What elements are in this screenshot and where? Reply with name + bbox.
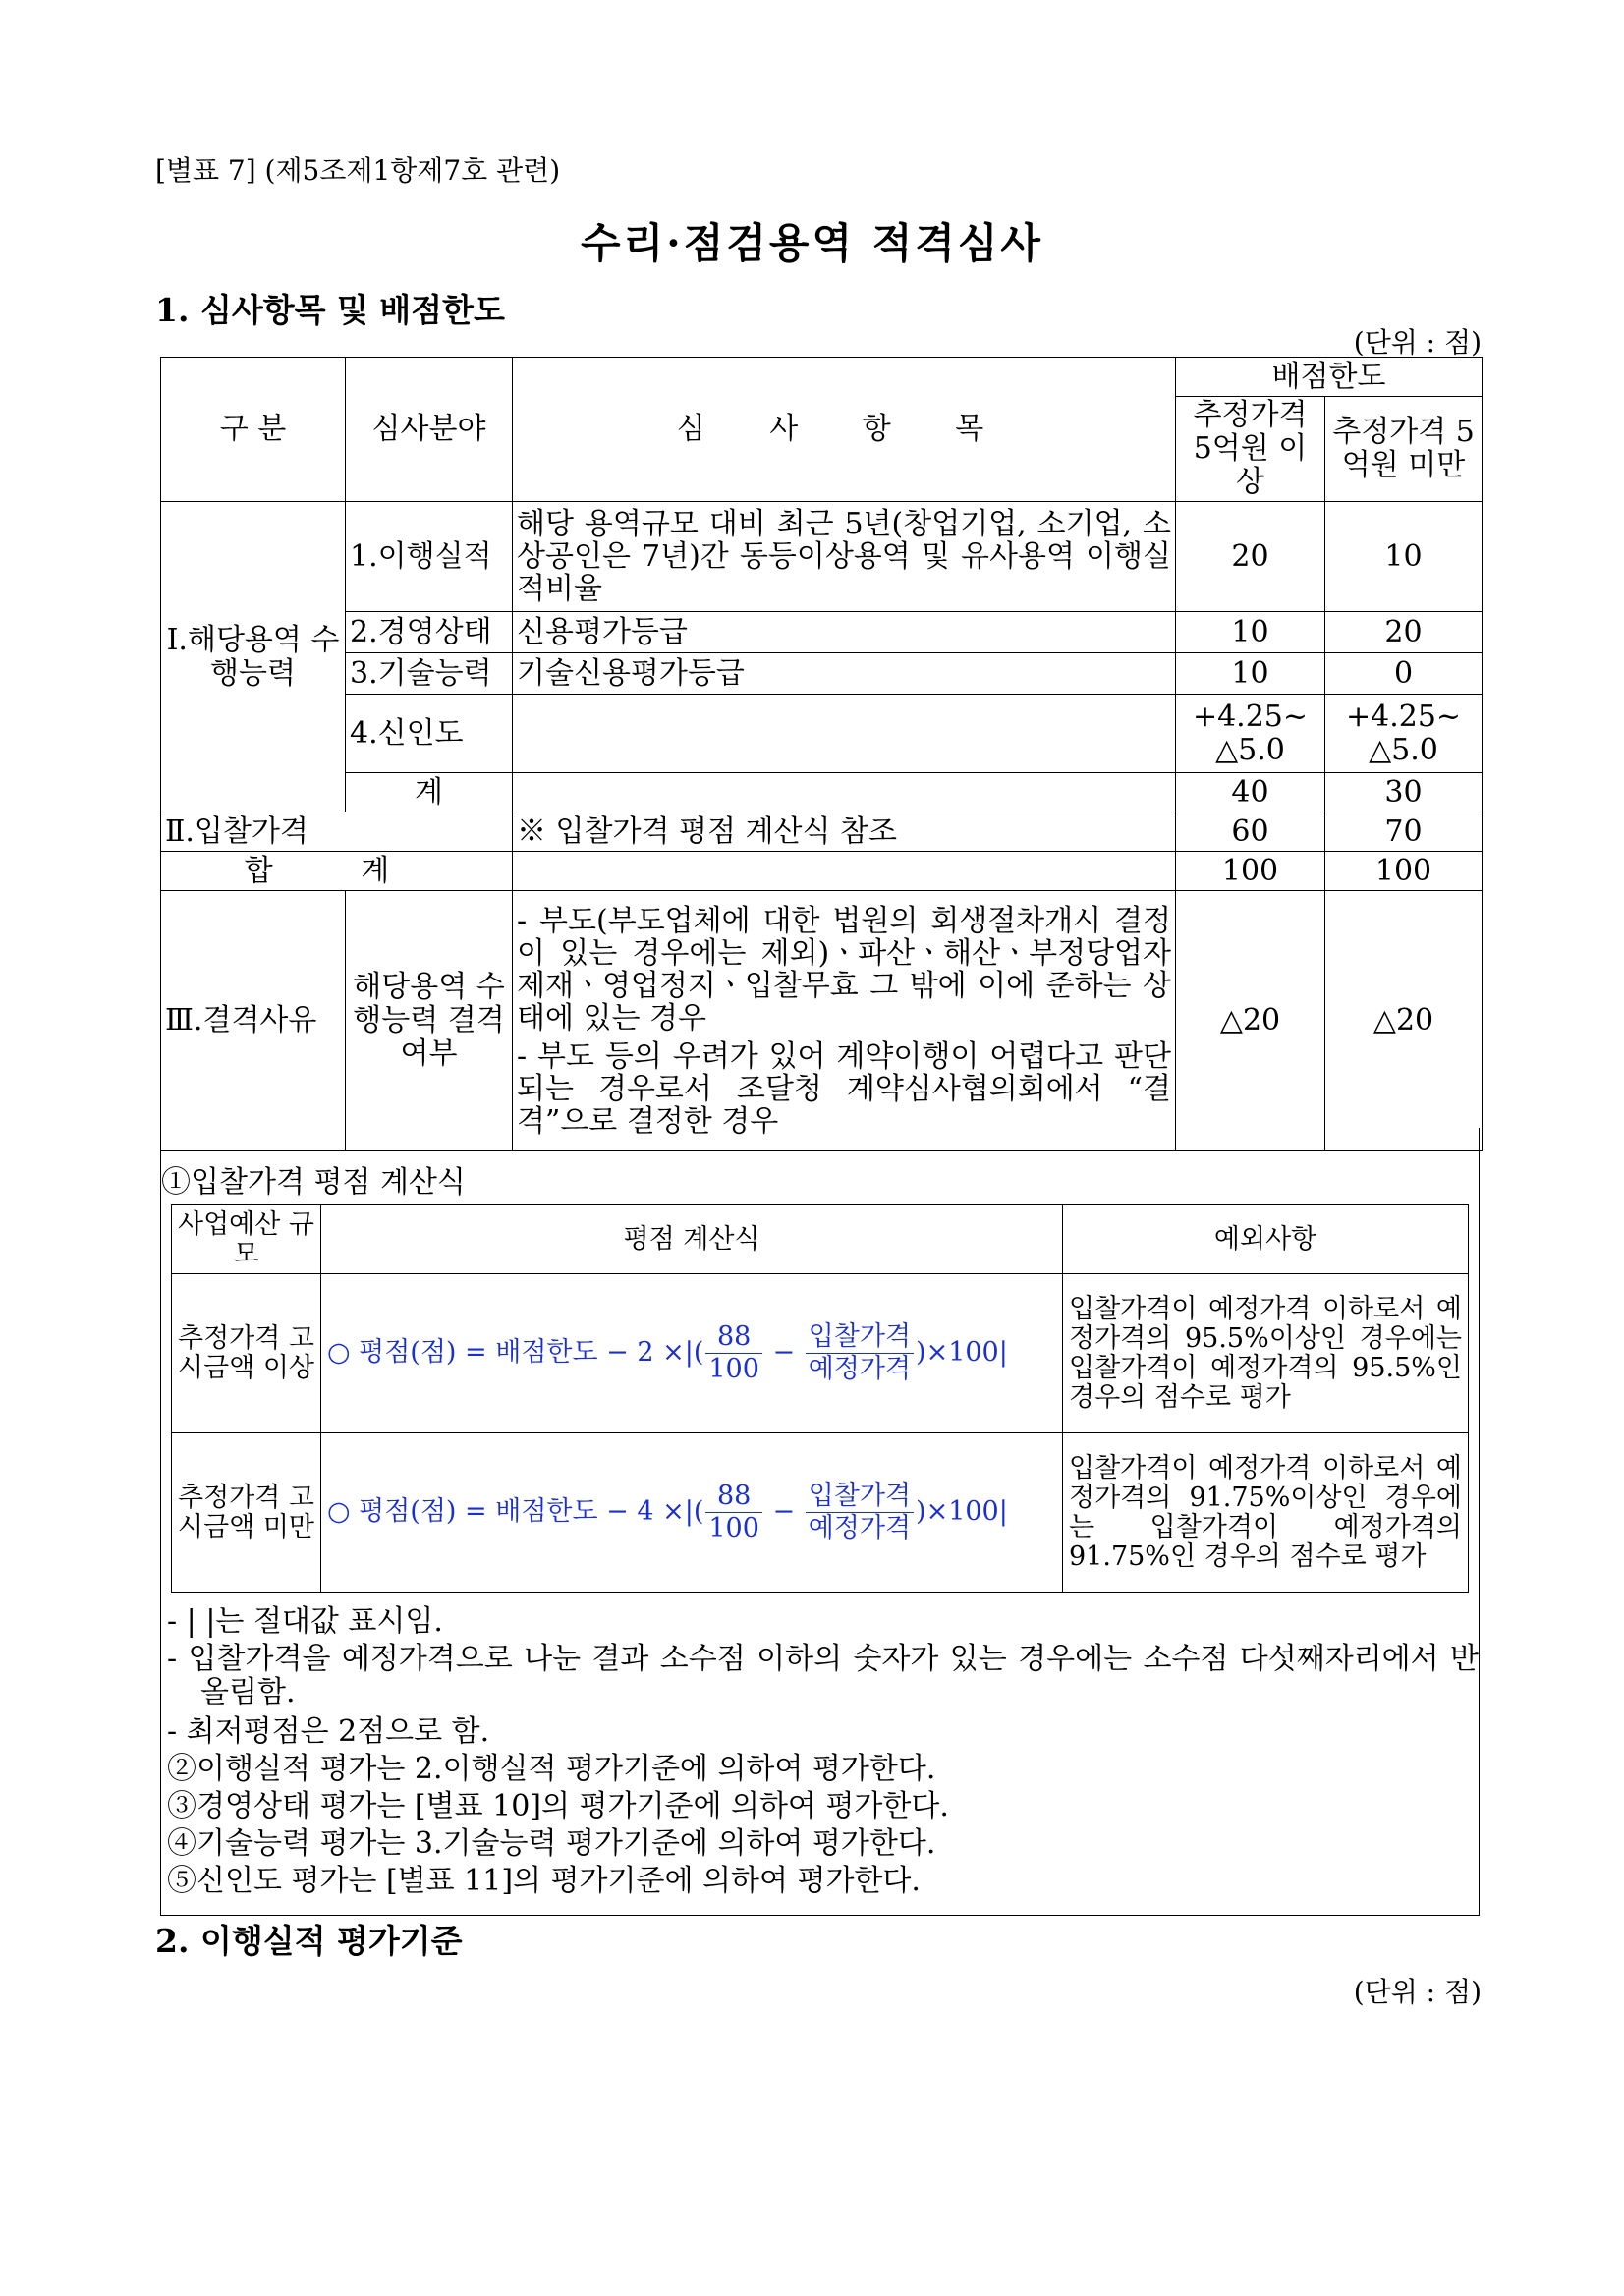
disqualification-under: △20 (1325, 891, 1483, 1151)
annex-reference: [별표 7] (제5조제1항제7호 관련) (155, 154, 561, 187)
field-management: 2.경영상태 (346, 612, 513, 653)
fraction-ratio: $\frac{88}{100}$ (705, 1321, 762, 1385)
unit-label-2: (단위 : 점) (1353, 1976, 1482, 2008)
note-credibility: ⑤신인도 평가는 [별표 11]의 평가기준에 의하여 평가한다. (167, 1864, 921, 1898)
disqualification-label: Ⅲ.결격사유 (161, 891, 346, 1151)
formula-header-exception: 예외사항 (1063, 1205, 1469, 1274)
subtotal-under: 30 (1325, 773, 1483, 812)
header-item: 심 사 항 목 (513, 358, 1176, 502)
header-category: 구 분 (161, 358, 346, 502)
scoring-table (160, 357, 1483, 1151)
subtotal-label: 계 (346, 773, 513, 812)
item-credibility (513, 695, 1176, 773)
score-credibility-under: +4.25~ △5.0 (1325, 695, 1483, 773)
formula-section-title: ①입찰가격 평점 계산식 (161, 1165, 466, 1200)
fraction-price: $\frac{\text{입찰가격}}{\text{예정가격}}$ (806, 1321, 914, 1385)
item-performance: 해당 용역규모 대비 최근 5년(창업기업, 소기업, 소상공인은 7년)간 동등이상용역 및 유사용역 이행실적비율 (513, 502, 1176, 612)
formula-table (171, 1204, 1469, 1593)
note-technical: ④기술능력 평가는 3.기술능력 평가기준에 의하여 평가한다. (167, 1826, 936, 1861)
unit-label: (단위 : 점) (1353, 326, 1482, 359)
disqualification-item-2: - 부도 등의 우려가 있어 계약이행이 어렵다고 판단되는 경우로서 조달청 계약심사협의회에서 “결격”으로 결정한 경우 (517, 1038, 1171, 1139)
score-performance-under: 10 (1325, 502, 1483, 612)
total-over: 100 (1176, 852, 1325, 891)
formula-row-2: ○ 평점(점) = 배점한도 − 4 ×|( $\frac{88}{100}$ − $\frac{\text{입찰가격}}{\text{예정가격}}$ )×100| (321, 1433, 1063, 1593)
formula-row-2-scale: 추정가격 고시금액 미만 (172, 1433, 321, 1593)
price-over: 60 (1176, 812, 1325, 852)
group-1-label: Ⅰ.해당용역 수행능력 (161, 502, 346, 812)
note-performance: ②이행실적 평가는 2.이행실적 평가기준에 의하여 평가한다. (167, 1752, 936, 1786)
header-field: 심사분야 (346, 358, 513, 502)
note-rounding: - 입찰가격을 예정가격으로 나눈 결과 소수점 이하의 숫자가 있는 경우에는 소수점 다섯째자리에서 반올림함. (167, 1642, 1479, 1709)
fraction-ratio: $\frac{88}{100}$ (705, 1481, 762, 1544)
formula-header-scale: 사업예산 규모 (172, 1205, 321, 1274)
section-2-title: 2. 이행실적 평가기준 (155, 1922, 463, 1960)
note-management: ③경영상태 평가는 [별표 10]의 평가기준에 의하여 평가한다. (167, 1789, 949, 1823)
score-management-over: 10 (1176, 612, 1325, 653)
price-under: 70 (1325, 812, 1483, 852)
note-abs-value: - | |는 절대값 표시임. (167, 1604, 443, 1639)
field-credibility: 4.신인도 (346, 695, 513, 773)
score-credibility-over: +4.25~ △5.0 (1176, 695, 1325, 773)
disqualification-over: △20 (1176, 891, 1325, 1151)
subtotal-over: 40 (1176, 773, 1325, 812)
formula-row-1: ○ 평점(점) = 배점한도 − 2 ×|( $\frac{88}{100}$ − $\frac{\text{입찰가격}}{\text{예정가격}}$ )×100| (321, 1274, 1063, 1433)
section-1-title: 1. 심사항목 및 배점한도 (155, 291, 505, 329)
score-management-under: 20 (1325, 612, 1483, 653)
field-technical: 3.기술능력 (346, 653, 513, 695)
note-min-score: - 최저평점은 2점으로 함. (167, 1714, 490, 1749)
score-performance-over: 20 (1176, 502, 1325, 612)
item-management: 신용평가등급 (513, 612, 1176, 653)
formula-header-formula: 평점 계산식 (321, 1205, 1063, 1274)
disqualification-item-1: - 부도(부도업체에 대한 법원의 회생절차개시 결정이 있는 경우에는 제외)ㆍ파산ㆍ해산ㆍ부정당업자 제재ㆍ영업정지ㆍ입찰무효 그 밖에 이에 준하는 상태에 있는 경우 (517, 903, 1171, 1036)
formula-row-1-exception: 입찰가격이 예정가격 이하로서 예정가격의 95.5%이상인 경우에는 입찰가격이 예정가격의 95.5%인 경우의 점수로 평가 (1063, 1274, 1469, 1433)
item-technical: 기술신용평가등급 (513, 653, 1176, 695)
field-performance: 1.이행실적 (346, 502, 513, 612)
total-under: 100 (1325, 852, 1483, 891)
header-over-500m: 추정가격 5억원 이상 (1176, 397, 1325, 502)
header-under-500m: 추정가격 5억원 미만 (1325, 397, 1483, 502)
price-item: ※ 입찰가격 평점 계산식 참조 (513, 812, 1176, 852)
formula-row-2-exception: 입찰가격이 예정가격 이하로서 예정가격의 91.75%이상인 경우에는 입찰가격이 예정가격의 91.75%인 경우의 점수로 평가 (1063, 1433, 1469, 1593)
document-title: 수리·점검용역 적격심사 (581, 219, 1043, 267)
fraction-price: $\frac{\text{입찰가격}}{\text{예정가격}}$ (806, 1481, 914, 1544)
header-score-limit: 배점한도 (1176, 358, 1483, 397)
disqualification-field: 해당용역 수행능력 결격여부 (346, 891, 513, 1151)
score-technical-under: 0 (1325, 653, 1483, 695)
total-label: 합 계 (161, 852, 513, 891)
formula-row-1-scale: 추정가격 고시금액 이상 (172, 1274, 321, 1433)
price-label: Ⅱ.입찰가격 (161, 812, 513, 852)
score-technical-over: 10 (1176, 653, 1325, 695)
